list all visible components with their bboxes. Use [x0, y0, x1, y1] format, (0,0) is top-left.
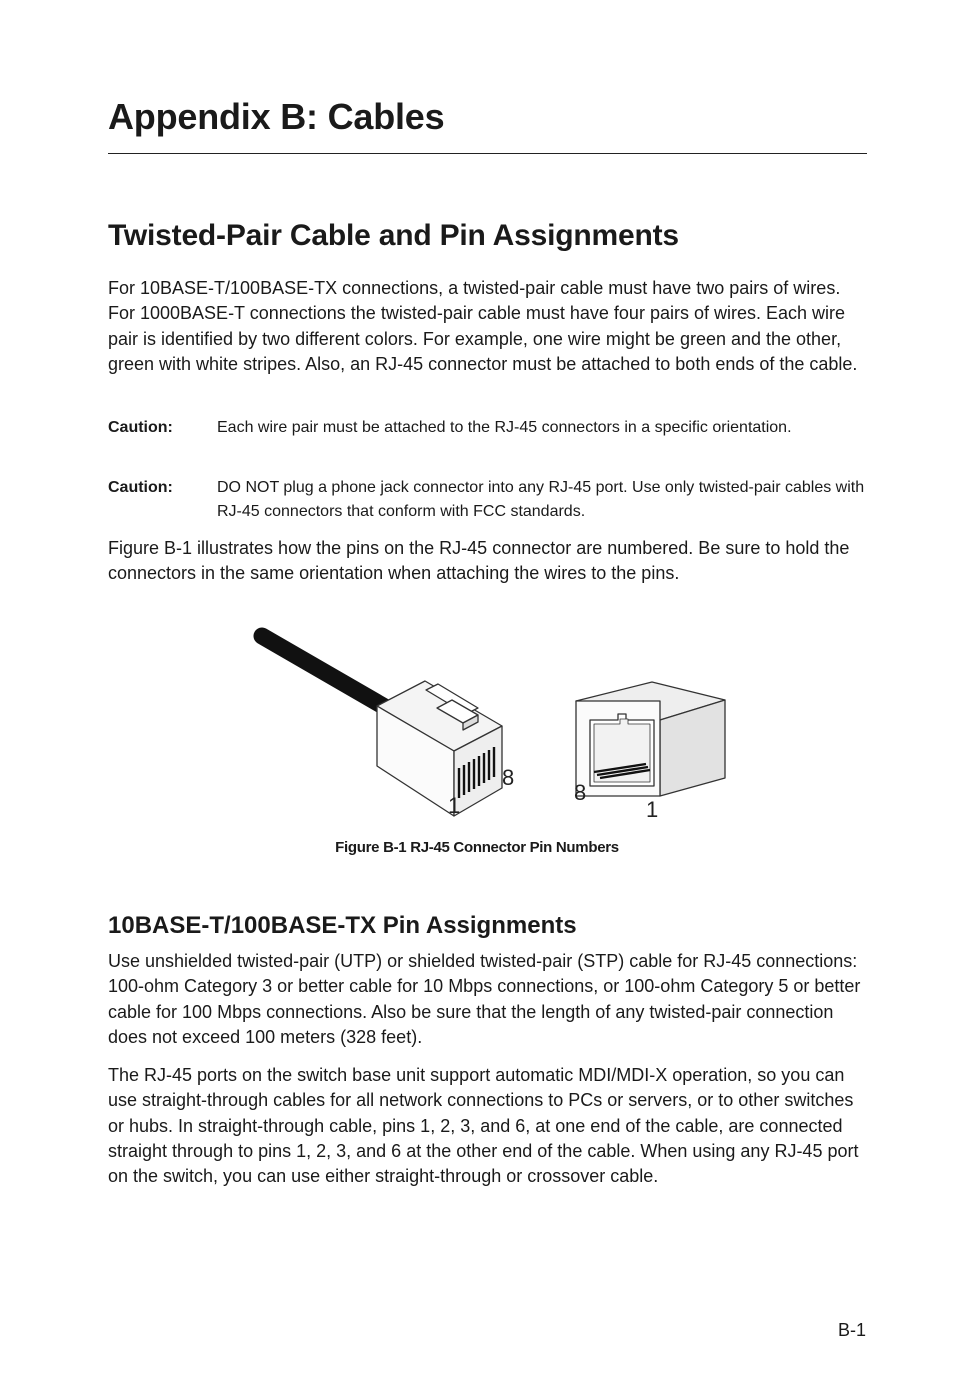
rj45-connector-figure — [240, 618, 740, 830]
caution-text: Each wire pair must be attached to the RJ-45 connectors in a specific orientation. — [217, 419, 792, 436]
jack-pin-1-label: 1 — [646, 797, 659, 822]
cable-illustration — [262, 636, 390, 710]
jack-pin-8-label: 8 — [574, 780, 587, 805]
subsection-paragraph-2: The RJ-45 ports on the switch base unit support automatic MDI/MDI-X operation, so you can use straight-through cables for all network connections to PCs or servers, or to other switches or hubs. In straight-through cable, pins 1, 2, 3, and 6, at one end of the cable, are connected straight through to pins 1, 2, 3, and 6 at the other end of the cable. When using any RJ-45 port on the switch, you can use either straight-through or crossover cable. — [108, 1065, 859, 1187]
caution-label: Caution: — [108, 479, 173, 496]
subsection-title: 10BASE-T/100BASE-TX Pin Assignments — [108, 912, 577, 939]
subsection-paragraph-1: Use unshielded twisted-pair (UTP) or shielded twisted-pair (STP) cable for RJ-45 connections: 100-ohm Category 3 or better cable for 10 Mbps connections, or 100-ohm Category 5 or better cable for 100 Mbps connections. Also be sure that the length of any twisted-pair connection does not exceed 100 meters (328 feet). — [108, 951, 861, 1047]
section-title: Twisted-Pair Cable and Pin Assignments — [108, 219, 679, 252]
intro-paragraph: For 10BASE-T/100BASE-TX connections, a twisted-pair cable must have two pairs of wires. For 1000BASE-T connections the twisted-pair cable must have four pairs of wires. Each wire pair is identified by two different colors. For example, one wire might be green and the other, green with white stripes. Also, an RJ-45 connector must be attached to both ends of the cable. — [108, 278, 858, 374]
figure-intro-paragraph: Figure B-1 illustrates how the pins on the RJ-45 connector are numbered. Be sure to hold the connectors in the same orientation when attaching the wires to the pins. — [108, 538, 850, 584]
figure-caption: Figure B-1 RJ-45 Connector Pin Numbers — [335, 839, 619, 856]
rj45-jack-illustration — [576, 682, 725, 796]
plug-pin-8-label: 8 — [502, 765, 515, 790]
rj45-plug-illustration — [377, 681, 502, 816]
page-number: B-1 — [838, 1320, 867, 1340]
caution-label: Caution: — [108, 419, 173, 436]
title-rule — [108, 153, 867, 154]
plug-pin-1-label: 1 — [448, 793, 461, 818]
chapter-title: Appendix B: Cables — [108, 96, 445, 137]
caution-text: DO NOT plug a phone jack connector into any RJ-45 port. Use only twisted-pair cables with RJ-45 connectors that conform with FCC standards. — [217, 479, 865, 520]
